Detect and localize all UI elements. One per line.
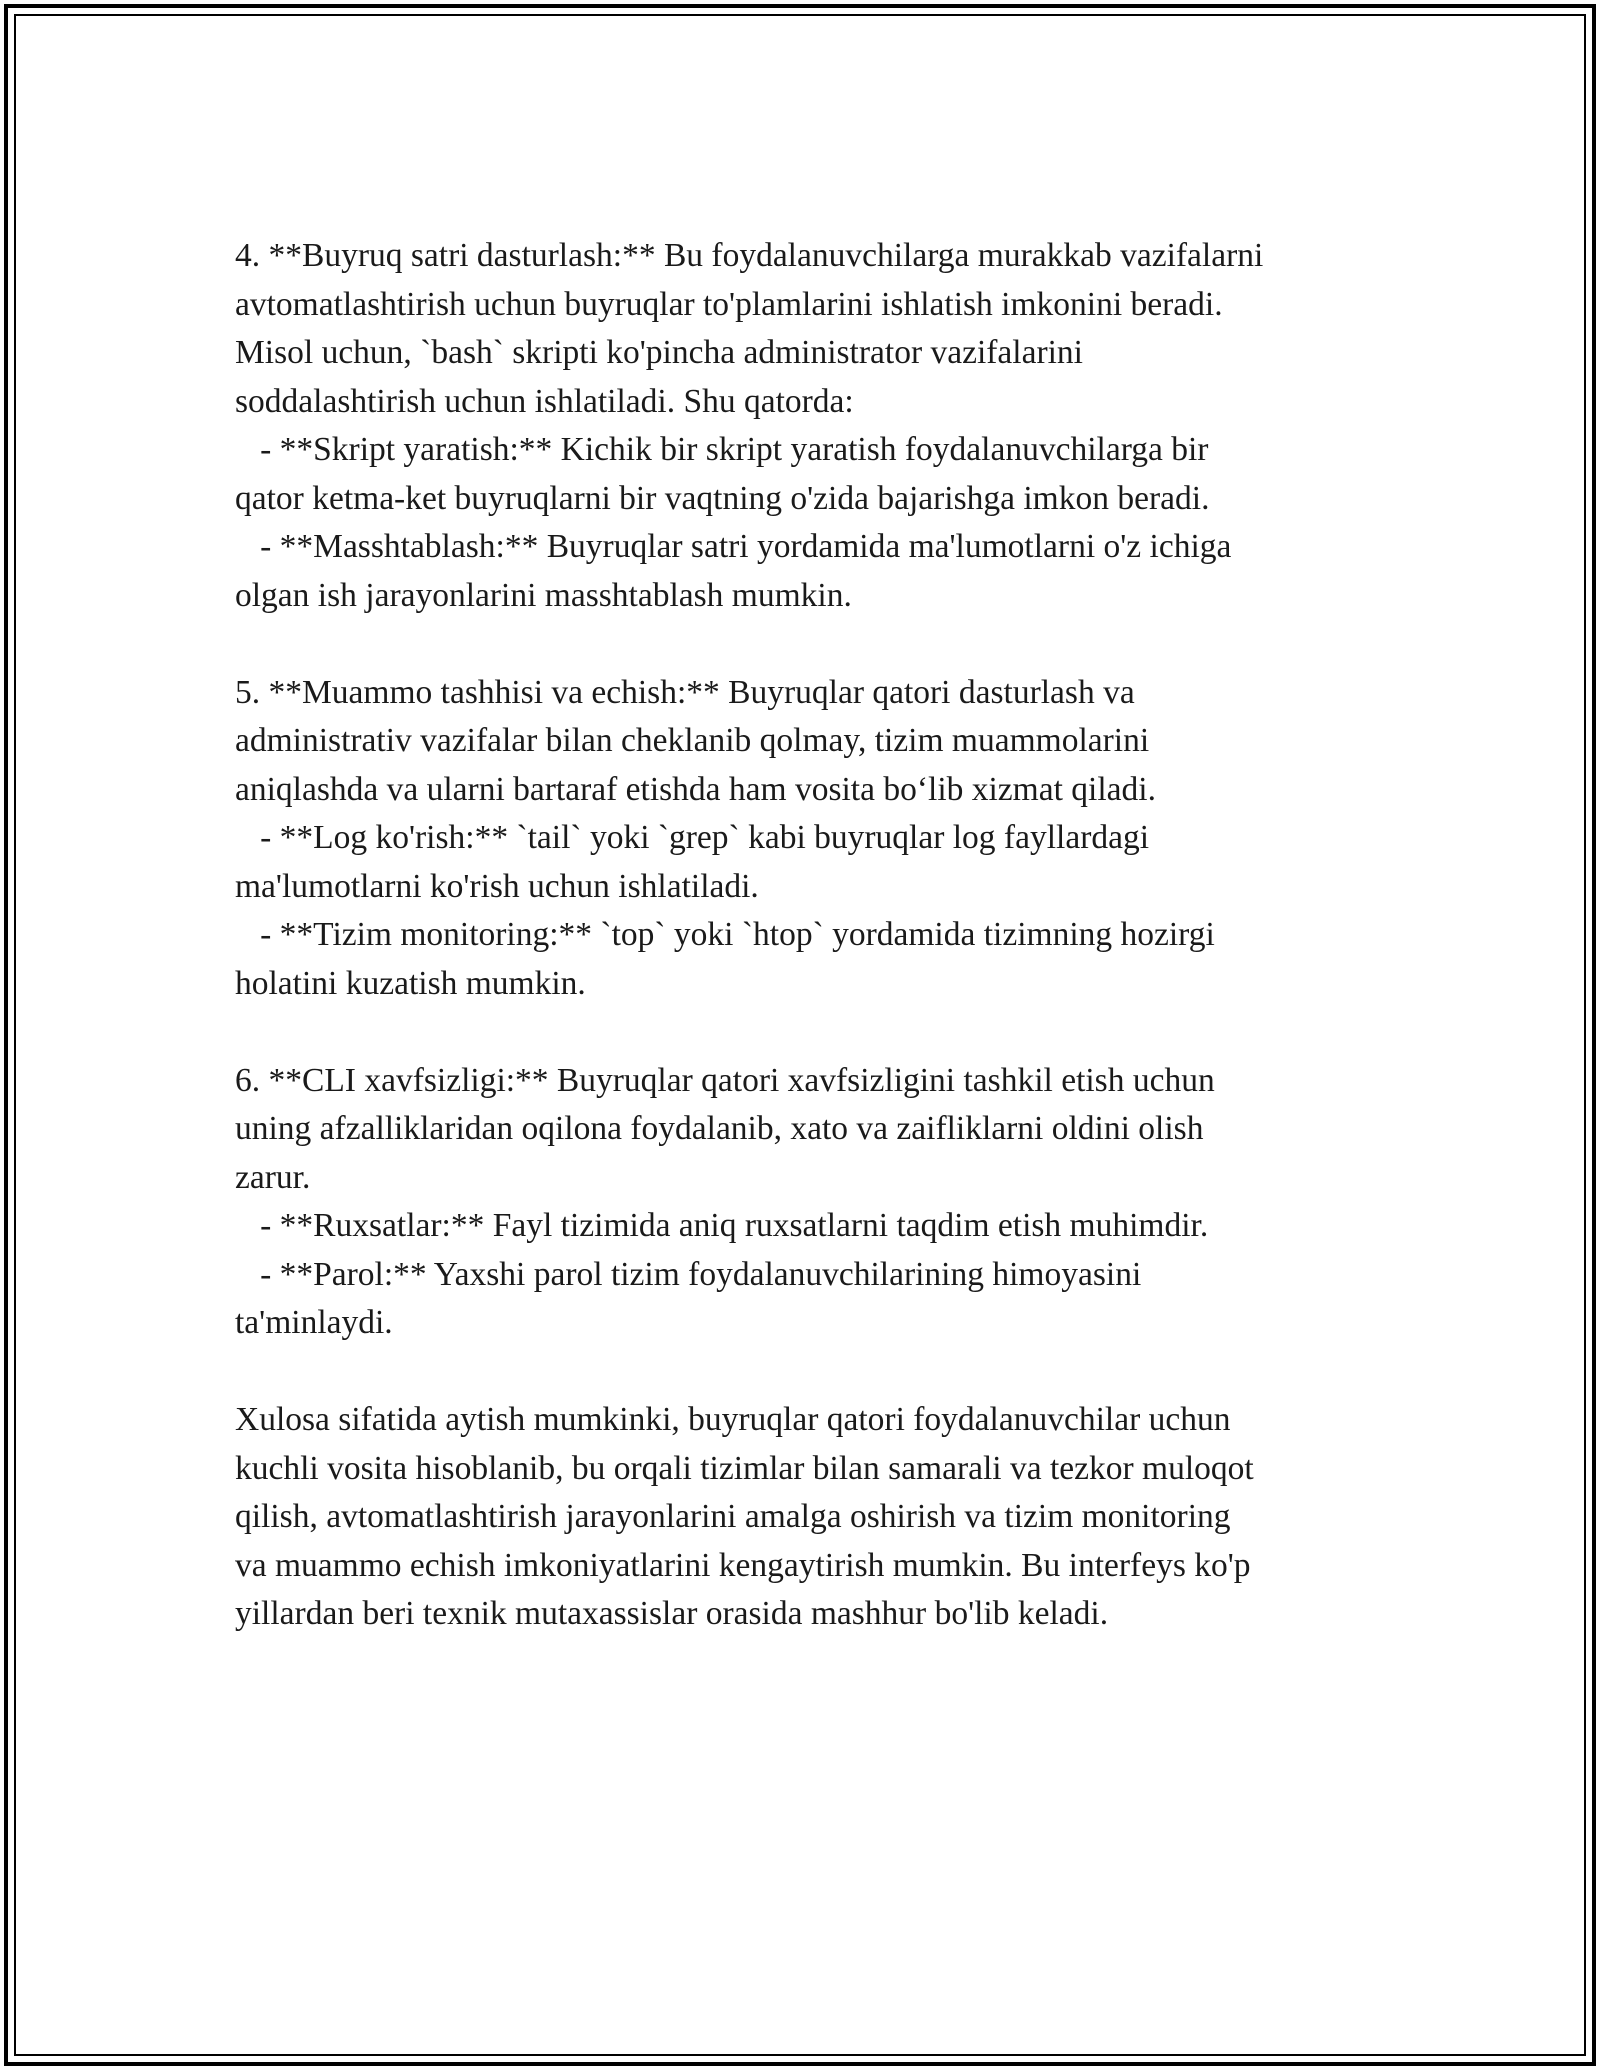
text-line: yillardan beri texnik mutaxassislar orasida mashhur bo'lib keladi. [235, 1595, 1109, 1632]
text-line: - **Masshtablash:** Buyruqlar satri yordamida ma'lumotlarni o'z ichiga [235, 528, 1232, 565]
section-buyruq-satri-dasturlash [235, 232, 1375, 620]
text-line: - **Tizim monitoring:** `top` yoki `htop` yordamida tizimning hozirgi [235, 916, 1215, 953]
text-line: Xulosa sifatida aytish mumkinki, buyruqlar qatori foydalanuvchilar uchun [235, 1401, 1231, 1438]
document-body [235, 232, 1375, 1639]
text-line: 5. **Muammo tashhisi va echish:** Buyruqlar qatori dasturlash va [235, 673, 1135, 711]
text-line: olgan ish jarayonlarini masshtablash mumkin. [235, 576, 852, 614]
text-line: - **Parol:** Yaxshi parol tizim foydalanuvchilarining himoyasini [235, 1255, 1142, 1293]
text-line: avtomatlashtirish uchun buyruqlar to'plamlarini ishlatish imkonini beradi. [235, 285, 1223, 323]
text-line: aniqlashda va ularni bartaraf etishda ham vosita bo‘lib xizmat qiladi. [235, 770, 1156, 808]
text-line: va muammo echish imkoniyatlarini kengaytirish mumkin. Bu interfeys ko'p [235, 1546, 1251, 1584]
text-line: qator ketma-ket buyruqlarni bir vaqtning o'zida bajarishga imkon beradi. [235, 479, 1210, 517]
text-line: - **Log ko'rish:** `tail` yoki `grep` kabi buyruqlar log fayllardagi [235, 819, 1150, 856]
text-line: zarur. [235, 1158, 311, 1196]
paragraph-gap [235, 1008, 1375, 1057]
text-line: administrativ vazifalar bilan cheklanib qolmay, tizim muammolarini [235, 722, 1150, 759]
text-line: - **Skript yaratish:** Kichik bir skript yaratish foydalanuvchilarga bir [235, 431, 1209, 468]
text-line: ma'lumotlarni ko'rish uchun ishlatiladi. [235, 867, 759, 905]
paragraph-gap [235, 1348, 1375, 1397]
text-line: ta'minlaydi. [235, 1304, 393, 1341]
section-muammo-tashhisi [235, 669, 1375, 1009]
text-line: kuchli vosita hisoblanib, bu orqali tizimlar bilan samarali va tezkor muloqot [235, 1449, 1254, 1487]
section-cli-xavfsizligi [235, 1057, 1375, 1348]
text-line: 6. **CLI xavfsizligi:** Buyruqlar qatori xavfsizligini tashkil etish uchun [235, 1061, 1215, 1099]
text-line: - **Ruxsatlar:** Fayl tizimida aniq ruxsatlarni taqdim etish muhimdir. [235, 1207, 1209, 1244]
text-line: uning afzalliklaridan oqilona foydalanib, xato va zaifliklarni oldini olish [235, 1110, 1204, 1147]
paragraph-gap [235, 620, 1375, 669]
text-line: soddalashtirish uchun ishlatiladi. Shu qatorda: [235, 382, 854, 420]
text-line: Misol uchun, `bash` skripti ko'pincha administrator vazifalarini [235, 334, 1083, 371]
section-xulosa [235, 1396, 1375, 1639]
text-line: holatini kuzatish mumkin. [235, 964, 586, 1002]
text-line: qilish, avtomatlashtirish jarayonlarini amalga oshirish va tizim monitoring [235, 1498, 1231, 1535]
text-line: 4. **Buyruq satri dasturlash:** Bu foydalanuvchilarga murakkab vazifalarni [235, 237, 1264, 274]
